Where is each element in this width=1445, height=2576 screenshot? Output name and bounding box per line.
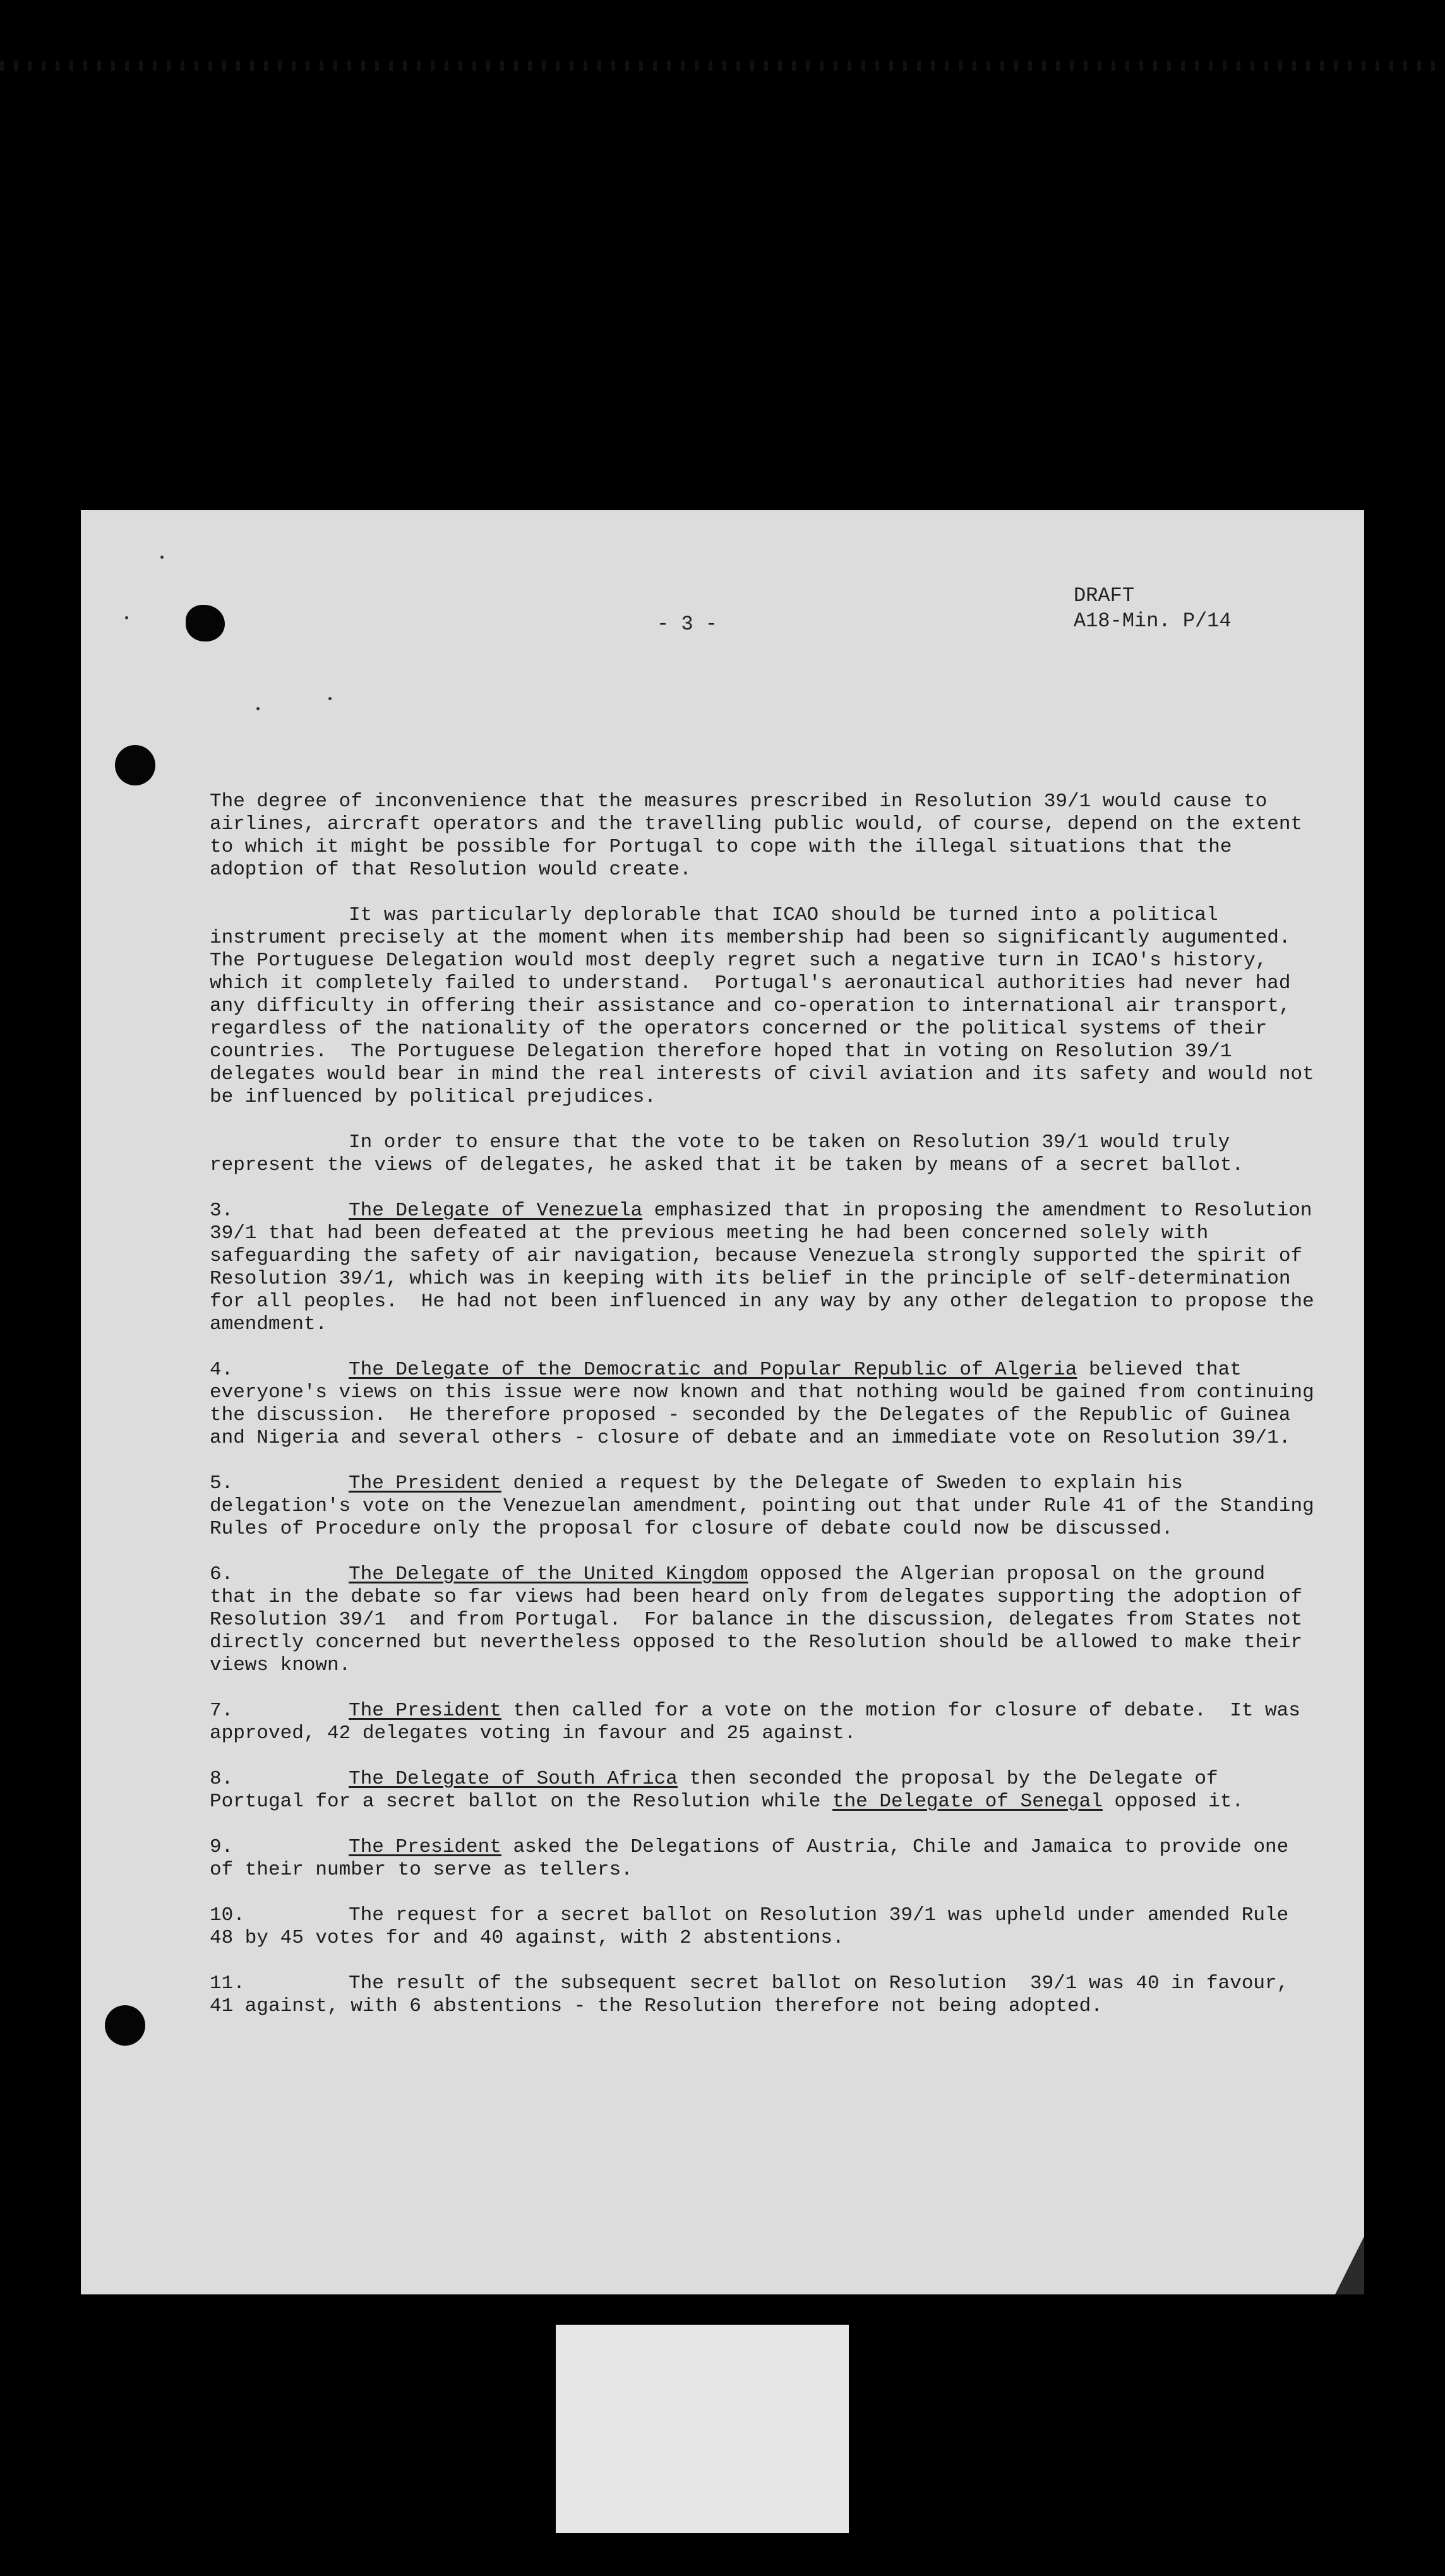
blank-target-card xyxy=(556,2325,849,2533)
minutes-body xyxy=(210,790,1326,2041)
page-number: - 3 - xyxy=(656,612,717,636)
paragraph-intro: The degree of inconvenience that the measures prescribed in Resolution 39/1 would cause to airlines, aircraft operators and the travelling public would, of course, depend on the extent to which it might be possible for Portugal to cope with the illegal situations that the adoption of that Resolution would create. xyxy=(210,790,1314,881)
paragraph-deplorable: It was particularly deplorable that ICAO should be turned into a political instrument precisely at the moment when its membership had been so significantly augumented. The Portuguese Delegation would most deeply regret such a negative turn in ICAO's history, which it completely failed to understand. Portugal's aeronautical authorities had never had any difficulty in offering their assistance and co-operation to international air transport, regardless of the nationality of the operators concerned or the political systems of their countries. The Portuguese Delegation therefore hoped that in voting on Resolution 39/1 delegates would bear in mind the real interests of civil aviation and its safety and would not be influenced by political prejudices. xyxy=(210,904,1326,1108)
header-reference xyxy=(1074,583,1232,634)
item-8: 8. The Delegate of South Africa then seconded the proposal by the Delegate of Portugal for a secret ballot on the Resolution while the Delegate of Senegal opposed it. xyxy=(210,1768,1244,1813)
item-4: 4. The Delegate of the Democratic and Popular Republic of Algeria believed that everyone's views on this issue were now known and that nothing would be gained from continuing the discussion. He therefore proposed - seconded by the Delegates of the Republic of Guinea and Nigeria and several others - closure of debate and an immediate vote on Resolution 39/1. xyxy=(210,1359,1326,1449)
item-10: 10. The request for a secret ballot on Resolution 39/1 was upheld under amended Rule 48 by 45 votes for and 40 against, with 2 abstentions. xyxy=(210,1904,1300,1949)
item-5: 5. The President denied a request by the Delegate of Sweden to explain his delegation's vote on the Venezuelan amendment, pointing out that under Rule 41 of the Standing Rules of Procedure only the proposal for closure of debate could now be discussed. xyxy=(210,1472,1326,1540)
speaker: The Delegate of Venezuela xyxy=(349,1200,643,1222)
document-page xyxy=(81,510,1364,2294)
item-3: 3. The Delegate of Venezuela emphasized that in proposing the amendment to Resolution 39/1 that had been defeated at the previous meeting he had been concerned solely with safeguarding the safety of air navigation, because Venezuela strongly supported the spirit of Resolution 39/1, which was in keeping with its belief in the principle of self-determination for all peoples. He had not been influenced in any way by any other delegation to propose the amendment. xyxy=(210,1200,1326,1335)
punch-hole-bottom xyxy=(105,2005,145,2046)
item-6: 6. The Delegate of the United Kingdom opposed the Algerian proposal on the ground that in the debate so far views had been heard only from delegates supporting the adoption of Resolution 39/1 and from Portugal. For balance in the discussion, delegates from States not directly concerned but nevertheless opposed to the Resolution should be allowed to make their views known. xyxy=(210,1563,1314,1676)
item-11: 11. The result of the subsequent secret ballot on Resolution 39/1 was 40 in favour, 41 against, with 6 abstentions - the Resolution therefore not being adopted. xyxy=(210,1972,1300,2017)
item-9: 9. The President asked the Delegations of Austria, Chile and Jamaica to provide one of their number to serve as tellers. xyxy=(210,1836,1300,1881)
document-reference: A18-Min. P/14 xyxy=(1074,609,1232,633)
speaker: The President xyxy=(349,1836,501,1858)
speaker: The Delegate of South Africa xyxy=(349,1768,678,1790)
speaker: The Delegate of the United Kingdom xyxy=(349,1563,748,1585)
speck xyxy=(256,707,260,710)
speaker: the Delegate of Senegal xyxy=(832,1791,1103,1813)
draft-label: DRAFT xyxy=(1074,584,1135,607)
speck xyxy=(160,556,164,559)
item-7: 7. The President then called for a vote on the motion for closure of debate. It was approved, 42 delegates voting in favour and 25 against. xyxy=(210,1700,1312,1744)
speaker: The President xyxy=(349,1472,501,1494)
film-edge-noise xyxy=(0,61,1445,71)
speck xyxy=(328,697,332,700)
page-corner-fold xyxy=(1335,2236,1364,2294)
speaker: The President xyxy=(349,1700,501,1722)
punch-hole-top xyxy=(115,745,155,785)
paragraph-secret-ballot: In order to ensure that the vote to be taken on Resolution 39/1 would truly represent the views of delegates, he asked that it be taken by means of a secret ballot. xyxy=(210,1131,1244,1176)
speaker: The Delegate of the Democratic and Popular Republic of Algeria xyxy=(349,1359,1077,1381)
